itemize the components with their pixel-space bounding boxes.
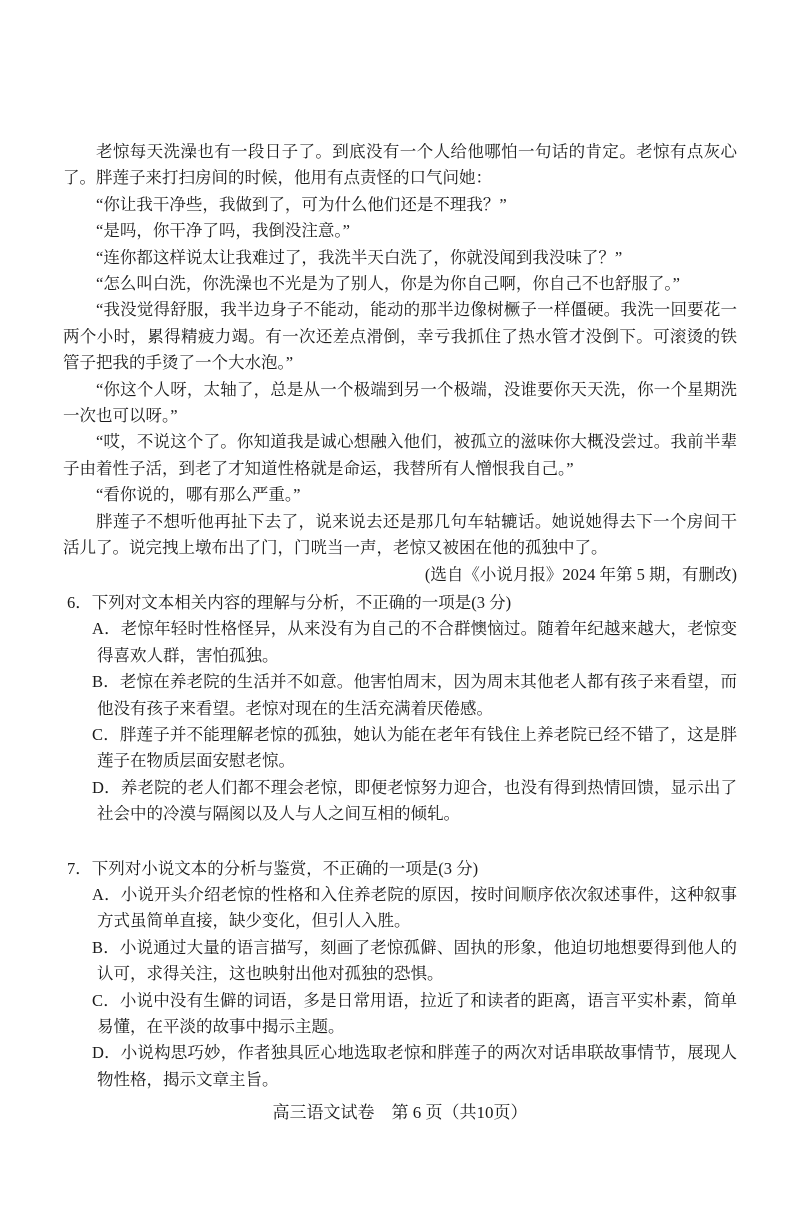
option-b-label: B． (92, 672, 120, 692)
question-6-stem (63, 590, 737, 616)
question-7-option-b (63, 935, 737, 988)
option-c-label: C． (92, 990, 120, 1010)
question-7-option-a (63, 882, 737, 935)
question-6-option-d (63, 775, 737, 828)
passage-paragraph: “连你都这样说太让我难过了，我洗半天白洗了，你就没闻到我没味了？” (96, 247, 623, 267)
option-a-text: 小说开头介绍老惊的性格和入住养老院的原因，按时间顺序依次叙述事件，这种叙事方式虽简单直接，缺少变化，但引人入胜。 (97, 884, 738, 931)
passage-paragraph: 老惊每天洗澡也有一段日子了。到底没有一个人给他哪怕一句话的肯定。老惊有点灰心了。胖莲子来打扫房间的时候，他用有点责怪的口气问她： (63, 142, 737, 188)
option-d-label: D． (92, 1043, 121, 1063)
option-d-label: D． (92, 777, 121, 797)
option-b-text: 小说通过大量的语言描写，刻画了老惊孤僻、固执的形象，他迫切地想要得到他人的认可，求得关注，这也映射出他对孤独的恐惧。 (97, 937, 737, 984)
question-6-option-a (63, 616, 737, 669)
question-6 (63, 590, 737, 828)
passage-paragraph: “哎，不说这个了。你知道我是诚心想融入他们，被孤立的滋味你大概没尝过。我前半辈子由着性子活，到老了才知道性格就是命运，我替所有人憎恨我自己。” (63, 432, 737, 478)
option-b-label: B． (92, 937, 120, 957)
question-7 (63, 856, 737, 1094)
option-c-text: 胖莲子并不能理解老惊的孤独，她认为能在老年有钱住上养老院已经不错了，这是胖莲子在物质层面安慰老惊。 (97, 724, 737, 771)
question-6-number: 6． (67, 592, 92, 612)
passage (63, 139, 737, 588)
passage-paragraph: “是吗，你干净了吗，我倒没注意。” (96, 221, 350, 241)
question-7-stem-text: 下列对小说文本的分析与鉴赏，不正确的一项是(3 分) (91, 858, 479, 878)
question-6-stem-text: 下列对文本相关内容的理解与分析，不正确的一项是(3 分) (91, 592, 512, 612)
option-d-text: 养老院的老人们都不理会老惊，即便老惊努力迎合，也没有得到热情回馈，显示出了社会中的冷漠与隔阂以及人与人之间互相的倾轧。 (97, 777, 738, 824)
option-c-label: C． (92, 724, 120, 744)
question-7-number: 7． (67, 858, 92, 878)
passage-paragraph: “我没觉得舒服，我半边身子不能动，能动的那半边像树橛子一样僵硬。我洗一回要花一两个小时，累得精疲力竭。有一次还差点滑倒，幸亏我抓住了热水管才没倒下。可滚烫的铁管子把我的手烫了一个大水泡。” (63, 300, 737, 373)
passage-source-attribution: (选自《小说月报》2024 年第 5 期，有删改) (424, 564, 737, 584)
page-content (63, 139, 737, 1093)
passage-paragraph: “你让我干净些，我做到了，可为什么他们还是不理我？” (96, 194, 507, 214)
option-d-text: 小说构思巧妙，作者独具匠心地选取老惊和胖莲子的两次对话串联故事情节，展现人物性格，揭示文章主旨。 (97, 1043, 738, 1089)
option-c-text: 小说中没有生僻的词语，多是日常用语，拉近了和读者的距离，语言平实朴素，简单易懂，在平淡的故事中揭示主题。 (97, 990, 737, 1036)
option-b-text: 老惊在养老院的生活并不如意。他害怕周末，因为周末其他老人都有孩子来看望，而他没有孩子来看望。老惊对现在的生活充满着厌倦感。 (97, 672, 737, 718)
question-7-stem (63, 856, 737, 882)
option-a-text: 老惊年轻时性格怪异，从来没有为自己的不合群懊恼过。随着年纪越来越大，老惊变得喜欢人群，害怕孤独。 (97, 619, 738, 665)
question-6-option-b (63, 669, 737, 722)
passage-paragraph: “看你说的，哪有那么严重。” (96, 485, 301, 505)
passage-paragraph: “你这个人呀，太轴了，总是从一个极端到另一个极端，没谁要你天天洗，你一个星期洗一次也可以呀。” (63, 379, 737, 426)
question-7-option-d (63, 1040, 737, 1093)
page-footer: 高三语文试卷 第 6 页（共10页） (272, 1103, 528, 1122)
option-a-label: A． (92, 884, 121, 904)
question-7-option-c (63, 988, 737, 1041)
option-a-label: A． (92, 619, 121, 639)
passage-paragraph: 胖莲子不想听他再扯下去了，说来说去还是那几句车轱辘话。她说她得去下一个房间干活儿了。说完拽上墩布出了门，门咣当一声，老惊又被困在他的孤独中了。 (63, 511, 737, 558)
passage-paragraph: “怎么叫白洗，你洗澡也不光是为了别人，你是为你自己啊，你自己不也舒服了。” (96, 274, 680, 294)
question-6-option-c (63, 722, 737, 775)
